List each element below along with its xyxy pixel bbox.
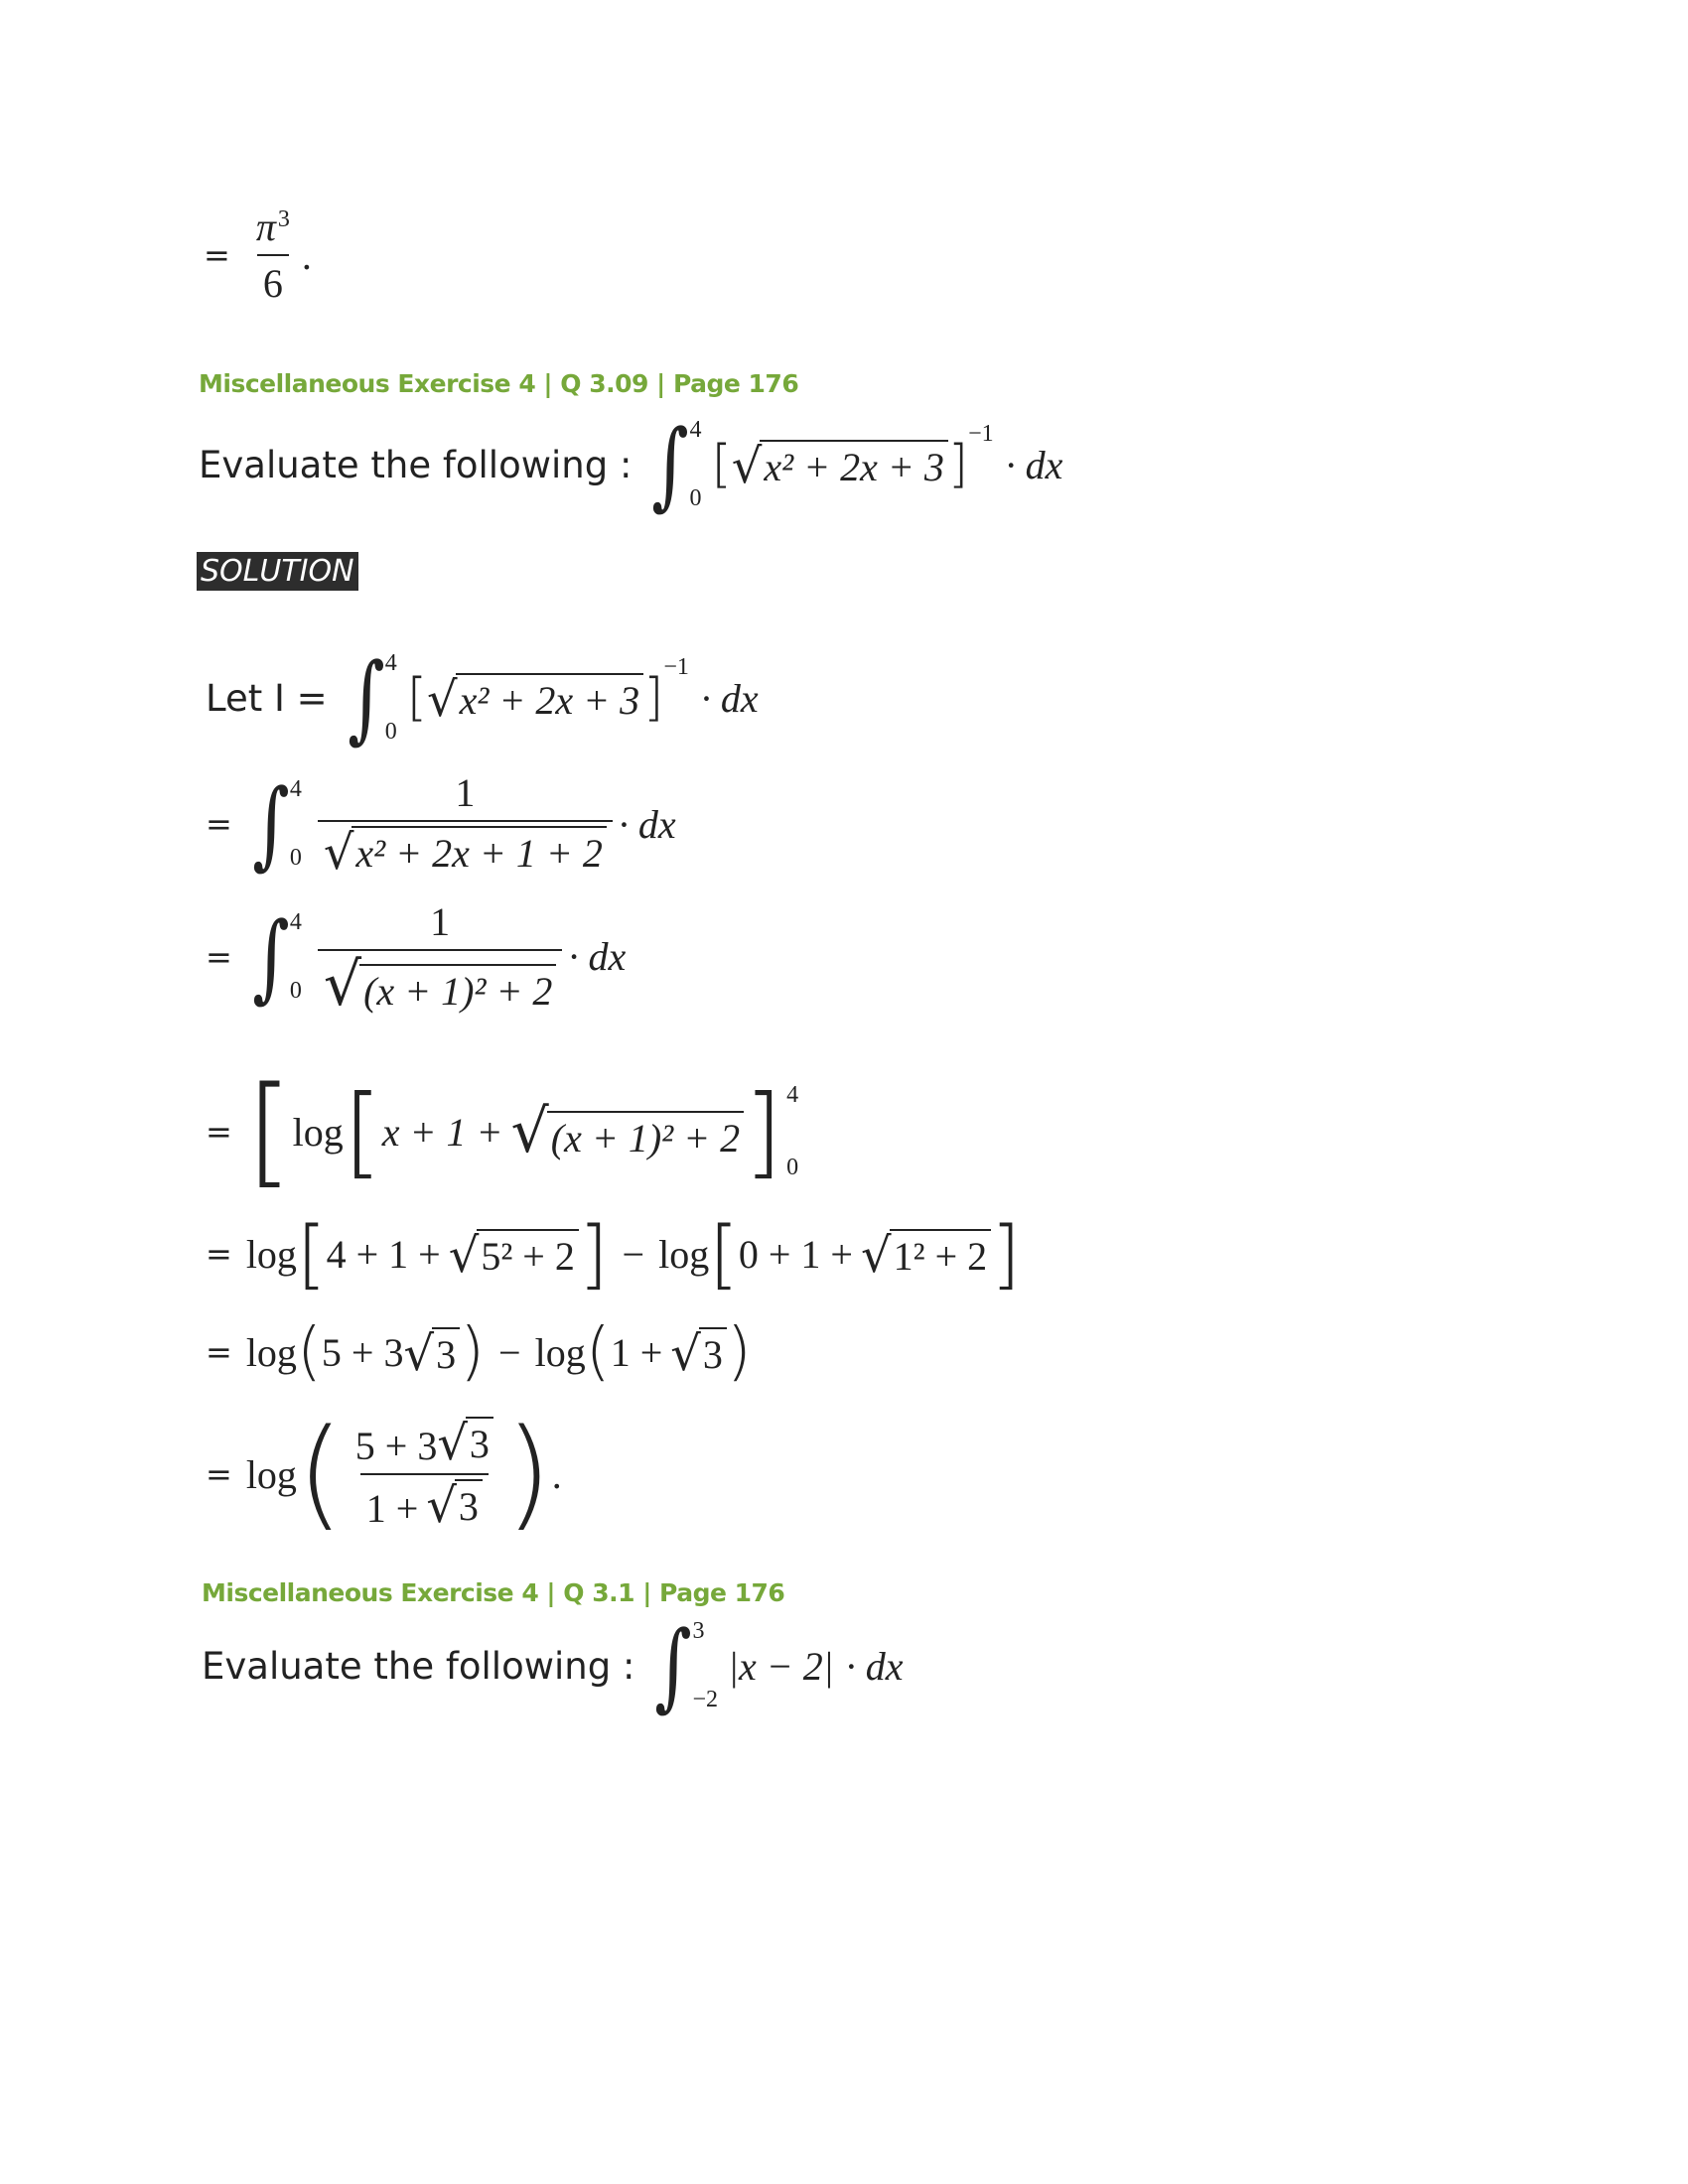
radicand: 1² + 2 (890, 1229, 992, 1280)
equals-sign: = (204, 236, 230, 274)
integral-sign: ∫ (654, 1610, 693, 1721)
lower-limit: 0 (786, 1155, 799, 1180)
step-6 (206, 1405, 562, 1543)
let-prefix: Let I = (206, 676, 328, 720)
right-paren: ) (726, 1315, 752, 1389)
integral-sign: ∫ (252, 900, 290, 1013)
upper-limit: 4 (786, 1082, 799, 1108)
left-bracket: [ (711, 435, 732, 494)
radicand: 3 (455, 1479, 483, 1530)
log-function: log (292, 1109, 344, 1155)
radicand: 3 (699, 1327, 727, 1378)
solution-label: SOLUTION (197, 552, 358, 591)
integral (246, 900, 302, 1013)
integral (342, 642, 397, 753)
step-let (206, 642, 759, 753)
differential: · dx (700, 675, 759, 721)
integral-sign: ∫ (252, 768, 290, 880)
right-bracket: ] (991, 1209, 1021, 1297)
step-4 (206, 1209, 1021, 1297)
exponent: −1 (663, 654, 689, 680)
differential: · dx (1005, 442, 1063, 487)
question-prompt: Evaluate the following : (202, 1644, 635, 1688)
radicand: 3 (466, 1417, 493, 1467)
right-bracket: ] (643, 668, 664, 728)
integral (246, 768, 302, 880)
lower-limit: 0 (689, 485, 702, 511)
step-5 (206, 1315, 752, 1389)
expression: 1 + (610, 1329, 663, 1375)
radicand: x² + 2x + 3 (760, 440, 947, 490)
question-2 (202, 1610, 904, 1721)
minus-sign: − (498, 1329, 521, 1375)
expression: 4 + 1 + (326, 1231, 441, 1277)
left-bracket: [ (709, 1209, 739, 1297)
equals-sign: = (206, 1333, 232, 1371)
right-bracket: ] (947, 435, 969, 494)
left-bracket: [ (406, 668, 427, 728)
numerator: 1 (455, 770, 476, 815)
radicand: 3 (432, 1327, 460, 1378)
pi-symbol: π (255, 205, 276, 249)
right-paren: ) (460, 1315, 486, 1389)
exponent: −1 (968, 421, 994, 447)
log-function: log (245, 1329, 297, 1375)
radicand: (x + 1)² + 2 (547, 1111, 744, 1161)
expression: 5 + 3 (321, 1329, 404, 1375)
square-root: √ (x + 1)² + 2 (511, 1102, 745, 1161)
log-function: log (245, 1451, 297, 1497)
left-paren: ( (585, 1315, 611, 1389)
step-2 (206, 898, 627, 1020)
radicand: 5² + 2 (477, 1229, 579, 1280)
equals-sign: = (206, 1455, 232, 1493)
period: . (301, 232, 312, 278)
upper-limit: 4 (689, 417, 702, 443)
square-root: √ 5² + 2 (449, 1229, 579, 1280)
minus-sign: − (622, 1231, 645, 1277)
fraction: 5 + 3 √ 3 1 + √ 3 (350, 1417, 499, 1532)
lower-limit: 0 (289, 977, 302, 1004)
radicand: (x + 1)² + 2 (359, 964, 556, 1015)
upper-limit: 4 (289, 776, 302, 802)
expression: 0 + 1 + (738, 1231, 853, 1277)
differential: · dx (618, 801, 676, 847)
integral-sign: ∫ (347, 642, 385, 753)
step-1 (206, 769, 676, 879)
fraction: 1 √ (x + 1)² + 2 (318, 898, 563, 1015)
square-root: √ x² + 2x + 3 (427, 673, 643, 724)
fraction: 1 √ x² + 2x + 1 + 2 (318, 769, 613, 879)
square-root: √ x² + 2x + 3 (732, 440, 948, 490)
fraction (250, 204, 296, 307)
log-function: log (534, 1329, 586, 1375)
equals-sign: = (206, 1113, 232, 1151)
denominator: 6 (257, 254, 289, 307)
log-function: log (245, 1231, 297, 1277)
denominator: 1 + (365, 1486, 419, 1531)
square-root: √ 3 (403, 1327, 460, 1378)
upper-limit: 4 (289, 908, 302, 935)
left-bracket: [ (296, 1209, 327, 1297)
exponent: 3 (277, 205, 290, 232)
differential: · dx (845, 1643, 904, 1689)
expression: x + 1 + (381, 1109, 503, 1155)
equals-sign: = (206, 1235, 232, 1273)
square-root: √ 1² + 2 (861, 1229, 991, 1280)
numerator: 5 + 3 (354, 1424, 438, 1468)
upper-limit: 3 (692, 1618, 705, 1644)
lower-limit: 0 (384, 719, 397, 745)
integral-sign: ∫ (651, 409, 690, 520)
inner-left-bracket: [ (343, 1073, 382, 1189)
left-bracket: [ (245, 1062, 293, 1200)
step-3 (206, 1062, 799, 1200)
integral (645, 409, 702, 520)
left-paren: ( (296, 1315, 322, 1389)
radicand: x² + 2x + 1 + 2 (352, 826, 606, 877)
question-prompt: Evaluate the following : (199, 443, 633, 486)
numerator: 1 (430, 899, 451, 944)
log-function: log (658, 1231, 710, 1277)
period: . (551, 1451, 562, 1497)
question-heading-2[interactable]: Miscellaneous Exercise 4 | Q 3.1 | Page 176 (202, 1578, 785, 1607)
equals-sign: = (206, 937, 232, 976)
integrand: |x − 2| (728, 1643, 834, 1689)
question-1 (199, 409, 1063, 520)
right-paren: ) (504, 1405, 552, 1543)
differential: · dx (568, 934, 627, 979)
integral (648, 1610, 718, 1721)
lower-limit: 0 (289, 845, 302, 871)
lower-limit: −2 (692, 1687, 718, 1712)
right-bracket: ] (578, 1209, 609, 1297)
inner-right-bracket: ] (744, 1073, 783, 1189)
left-paren: ( (296, 1405, 344, 1543)
upper-limit: 4 (384, 650, 397, 676)
question-heading-1[interactable]: Miscellaneous Exercise 4 | Q 3.09 | Page 176 (199, 369, 799, 398)
top-result (204, 204, 312, 307)
square-root: √ 3 (670, 1327, 727, 1378)
radicand: x² + 2x + 3 (456, 673, 643, 724)
equals-sign: = (206, 805, 232, 843)
evaluation-limits (786, 1082, 798, 1181)
